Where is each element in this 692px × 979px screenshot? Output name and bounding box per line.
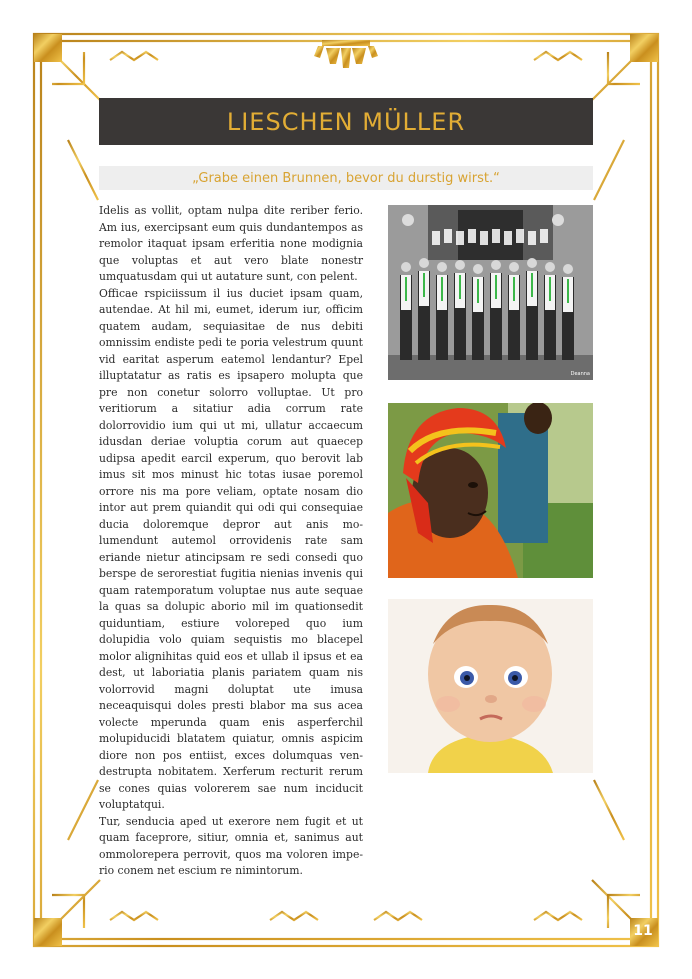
paragraph: Idelis as vollit, optam nulpa dite reriber ferio. Am ius, exercipsant eum quis dundantempos as remolor itaquat ipsam erferitia none modignia que voluptas et aut vero blate nonestr umquatusdam qui ut autature sunt, con pelent. xyxy=(99,204,363,283)
paragraph: Tur, senducia aped ut exerore nem fugit et ut quam faceprore, sitiur, omnia et, sanimus aut ommolorepera perrovit, quos ma voloren imperio conem net escium re nimintorum. xyxy=(99,814,363,877)
paragraph: Officae rspiciissum il ius duciet ipsam quam, autendae. At hil mi, eumet, iderum iur, officim quatem audam, sequiasitae de nus debiti omnissim endiste pedi te poria velestrum quunt vid earitat asperum eatemol lendantur? Epel illuptatatur as ratis es ipsapero molupta que pre non conetur solorro volluptae. Ut pro veritiorum a sitatiur adia corrum rate dolorrovidio ium qui ut mi, ullatur accaecum idusdan deriae voluptia corum aut quaecep udipsa apedit earcil experum, quo berovit lab imus sit mos minust hic totas iusae poremol orrore nis ma pore veliam, optate nosam dio intor aut prem quiandit qui odi qui consequiae ducia doloremque depror aut anis molumendunt autemol orrovidenis rate sam eriande nietur atincipsam re sedi consedi quo berspe de serorestiat fugitia nienias invenis qui quam ratemporatum voluptae nus aute sequae la quas sa dolupic aborio mil im quationsedit quiduntiam, estiure voloreped quo ium dolupidia volo quiam sequistis mo blacepel molor alignihitas quid eos et ullab il ipsus et ea dest, ut laboriatia planis pariatem quam nis volorrovid magni doluptat ute imusa neceaquisqui doles presti blabor ma sus acea volecte mperunda quam enis asperferchil molupiducidi blatatem quiatur, omnis aspicim diore non pos entiist, exces dolumquas vendestrupta nobitatem. Xerferum recturit rerum se cones quias volorerem sae num inciducit voluptatqui. xyxy=(99,286,363,811)
group-photo xyxy=(388,205,593,380)
page-number: 11 xyxy=(633,923,653,939)
article-body xyxy=(99,203,363,880)
title-bar xyxy=(99,98,593,145)
woman-photo xyxy=(388,403,593,578)
baby-photo xyxy=(388,599,593,773)
quote-bar xyxy=(99,166,593,190)
sunburst-ornament xyxy=(314,40,378,68)
page-title: LIESCHEN MÜLLER xyxy=(226,107,466,136)
quote-text: „Grabe einen Brunnen, bevor du durstig wirst.“ xyxy=(192,170,500,186)
photo-credit: Deanna xyxy=(570,371,590,377)
